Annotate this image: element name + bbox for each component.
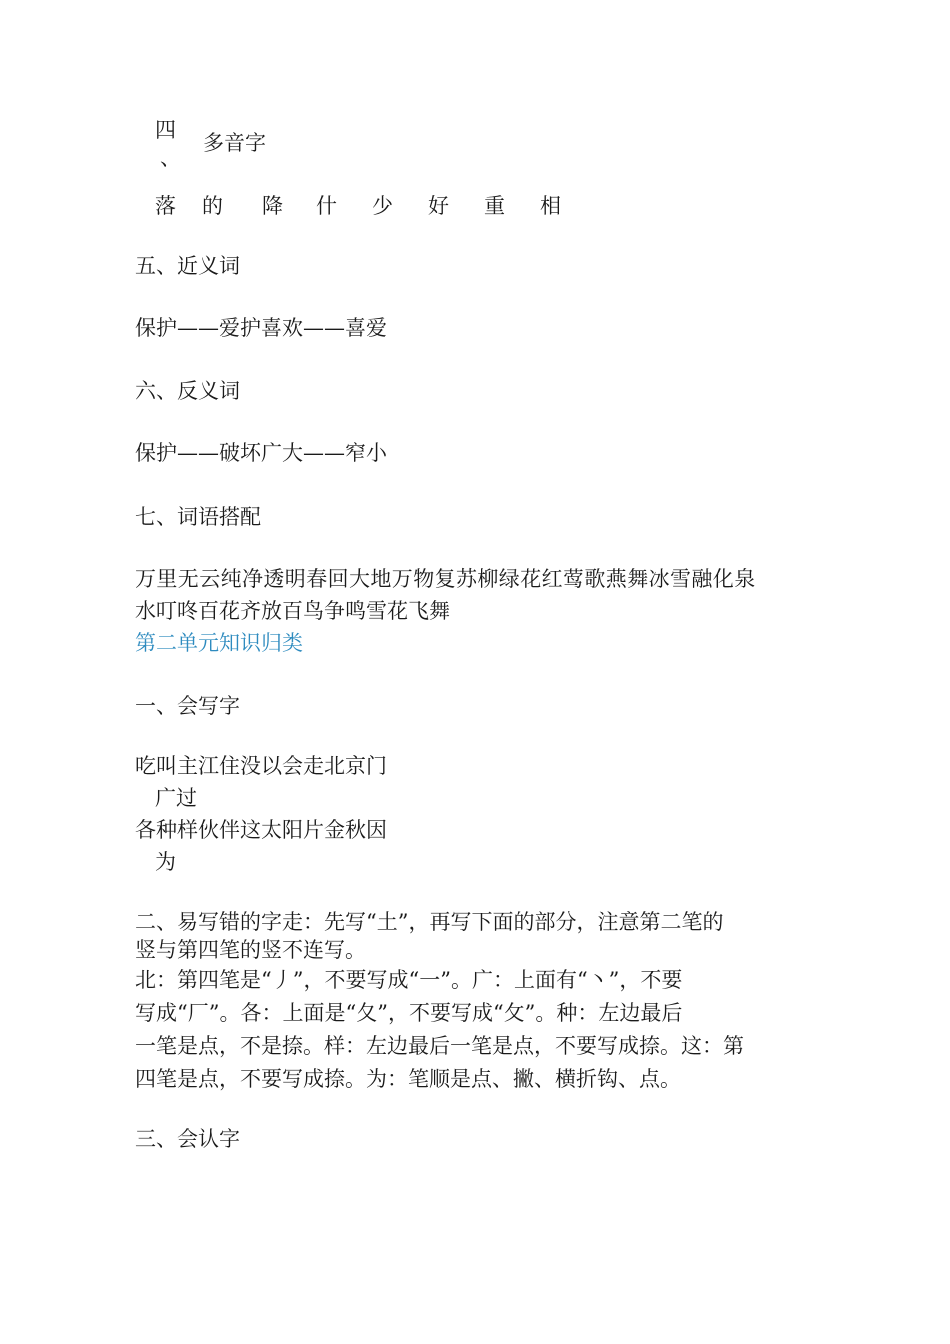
word-collocation-line: 万里无云纯净透明春回大地万物复苏柳绿花红莺歌燕舞冰雪融化泉 [135,567,756,591]
error-note-line: 写成“厂”。各：上面是“夂”，不要写成“攵”。种：左边最后 [135,1001,683,1025]
write-chars-line-wrap: 广过 [155,786,197,810]
section6-heading: 六、反义词 [135,379,240,403]
polyphonic-char: 的 [202,194,223,218]
section5-heading: 五、近义词 [135,254,240,278]
error-note-line: 北：第四笔是“丿”，不要写成“一”。广：上面有“丶”，不要 [135,968,683,992]
unit2-heading-recognize: 三、会认字 [135,1127,240,1151]
unit2-heading-write: 一、会写字 [135,694,240,718]
write-chars-line: 各种样伙伴这太阳片金秋因 [135,818,387,842]
polyphonic-char: 降 [262,194,283,218]
section4-title: 多音字 [203,131,266,155]
word-collocation-line: 水叮咚百花齐放百鸟争鸣雪花飞舞 [135,599,450,623]
section6-content: 保护——破坏广大——窄小 [135,441,387,465]
polyphonic-char: 重 [484,194,505,218]
unit2-title: 第二单元知识归类 [135,631,303,655]
polyphonic-char: 好 [428,194,449,218]
error-note-line: 四笔是点，不要写成捺。为：笔顺是点、撇、横折钩、点。 [135,1067,681,1091]
polyphonic-char: 相 [540,194,561,218]
error-note-line: 一笔是点，不是捺。样：左边最后一笔是点，不要写成捺。这：第 [135,1034,744,1058]
section7-heading: 七、词语搭配 [135,505,261,529]
unit2-heading-errors: 二、易写错的字走：先写“土”，再写下面的部分，注意第二笔的 [135,910,724,934]
section4-comma: 、 [160,146,181,170]
polyphonic-char: 少 [372,194,393,218]
write-chars-line: 吃叫主江住没以会走北京门 [135,754,387,778]
polyphonic-char: 什 [316,194,337,218]
write-chars-line-wrap: 为 [155,850,176,874]
section5-content: 保护——爱护喜欢——喜爱 [135,316,387,340]
section4-numeral: 四 [155,118,176,142]
polyphonic-char: 落 [155,194,176,218]
unit2-heading-errors-cont: 竖与第四笔的竖不连写。 [135,938,366,962]
